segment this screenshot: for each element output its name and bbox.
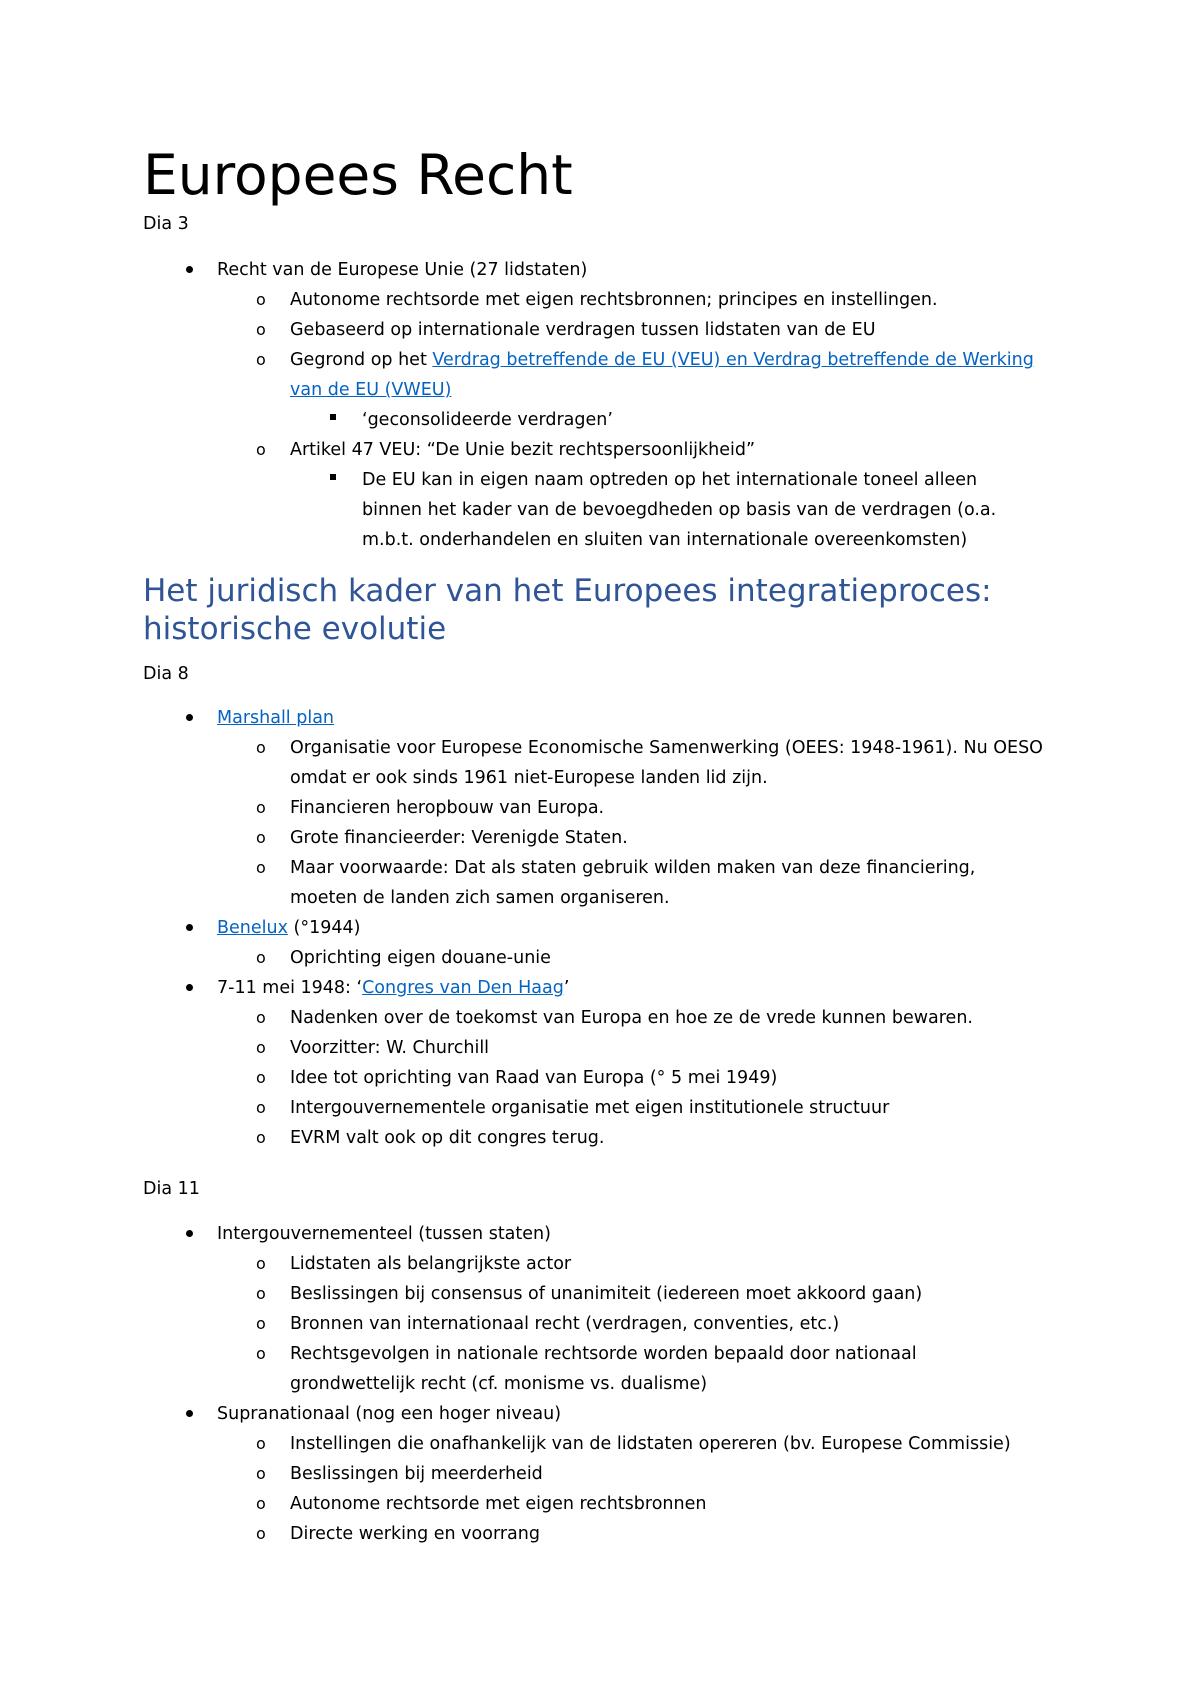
- bullet-dot: [186, 984, 193, 991]
- list-item-text: 7-11 mei 1948: ‘: [217, 978, 363, 998]
- list-item: Directe werking en voorrang: [290, 1524, 540, 1544]
- list-item-continuation: moeten de landen zich samen organiseren.: [290, 888, 670, 908]
- list-item: Maar voorwaarde: Dat als staten gebruik wilden maken van deze financiering,: [290, 858, 976, 878]
- list-item: Lidstaten als belangrijkste actor: [290, 1254, 572, 1274]
- list-item: Beslissingen bij meerderheid: [290, 1464, 543, 1484]
- veu-vweu-link[interactable]: Verdrag betreffende de EU (VEU) en Verdrag betreffende de Werking: [432, 350, 1034, 370]
- bullet-circle: o: [256, 1128, 266, 1147]
- section-heading-line1: Het juridisch kader van het Europees integratieproces:: [143, 573, 992, 609]
- list-item: EVRM valt ook op dit congres terug.: [290, 1128, 605, 1148]
- bullet-circle: o: [256, 1314, 266, 1333]
- bullet-circle: o: [256, 828, 266, 847]
- list-item: Autonome rechtsorde met eigen rechtsbronnen; principes en instellingen.: [290, 290, 938, 310]
- bullet-circle: o: [256, 738, 266, 757]
- dia-label-8: Dia 8: [143, 664, 189, 684]
- list-item-continuation: [290, 375, 451, 405]
- bullet-circle: o: [256, 1344, 266, 1363]
- bullet-circle: o: [256, 1464, 266, 1483]
- bullet-circle: o: [256, 1068, 266, 1087]
- bullet-dot: [186, 1410, 193, 1417]
- list-item: Beslissingen bij consensus of unanimiteit (iedereen moet akkoord gaan): [290, 1284, 923, 1304]
- list-item-continuation: omdat er ook sinds 1961 niet-Europese landen lid zijn.: [290, 768, 768, 788]
- list-item: Supranationaal (nog een hoger niveau): [217, 1404, 562, 1424]
- list-item-text: Gegrond op het: [290, 350, 433, 370]
- section-heading: [143, 572, 1103, 648]
- veu-vweu-link-continued[interactable]: van de EU (VWEU): [290, 380, 452, 400]
- list-item-continuation: binnen het kader van de bevoegdheden op basis van de verdragen (o.a.: [362, 500, 997, 520]
- list-item: Grote financieerder: Verenigde Staten.: [290, 828, 628, 848]
- dia-label-11: Dia 11: [143, 1179, 200, 1199]
- list-item: Gebaseerd op internationale verdragen tussen lidstaten van de EU: [290, 320, 876, 340]
- list-item: Bronnen van internationaal recht (verdragen, conventies, etc.): [290, 1314, 840, 1334]
- list-item: Oprichting eigen douane-unie: [290, 948, 551, 968]
- list-item: ‘geconsolideerde verdragen’: [362, 410, 613, 430]
- list-item: Intergouvernementeel (tussen staten): [217, 1224, 551, 1244]
- bullet-circle: o: [256, 320, 266, 339]
- list-item: Autonome rechtsorde met eigen rechtsbronnen: [290, 1494, 707, 1514]
- marshall-plan-link[interactable]: Marshall plan: [217, 708, 335, 728]
- section-heading-line2: historische evolutie: [143, 611, 447, 647]
- list-item: Rechtsgevolgen in nationale rechtsorde worden bepaald door nationaal: [290, 1344, 917, 1364]
- bullet-circle: o: [256, 858, 266, 877]
- list-item: [217, 973, 569, 1003]
- bullet-circle: o: [256, 440, 266, 459]
- bullet-circle: o: [256, 1284, 266, 1303]
- list-item: Recht van de Europese Unie (27 lidstaten): [217, 260, 588, 280]
- bullet-circle: o: [256, 1494, 266, 1513]
- list-item-text: ’: [563, 978, 570, 998]
- bullet-circle: o: [256, 1008, 266, 1027]
- bullet-circle: o: [256, 948, 266, 967]
- list-item: [217, 703, 334, 733]
- list-item: Instellingen die onafhankelijk van de lidstaten opereren (bv. Europese Commissie): [290, 1434, 1011, 1454]
- list-item: Artikel 47 VEU: “De Unie bezit rechtspersoonlijkheid”: [290, 440, 756, 460]
- bullet-circle: o: [256, 1098, 266, 1117]
- bullet-circle: o: [256, 290, 266, 309]
- list-item: De EU kan in eigen naam optreden op het internationale toneel alleen: [362, 470, 978, 490]
- list-item: Voorzitter: W. Churchill: [290, 1038, 490, 1058]
- bullet-circle: o: [256, 1524, 266, 1543]
- bullet-circle: o: [256, 798, 266, 817]
- list-item: Idee tot oprichting van Raad van Europa (° 5 mei 1949): [290, 1068, 778, 1088]
- list-item: Intergouvernementele organisatie met eigen institutionele structuur: [290, 1098, 890, 1118]
- dia-label-3: Dia 3: [143, 214, 189, 234]
- bullet-circle: o: [256, 1038, 266, 1057]
- list-item-continuation: m.b.t. onderhandelen en sluiten van internationale overeenkomsten): [362, 530, 968, 550]
- page-title: Europees Recht: [143, 143, 573, 207]
- list-item: [217, 913, 360, 943]
- congres-den-haag-link[interactable]: Congres van Den Haag: [362, 978, 564, 998]
- bullet-circle: o: [256, 350, 266, 369]
- list-item: Organisatie voor Europese Economische Samenwerking (OEES: 1948-1961). Nu OESO: [290, 738, 1043, 758]
- bullet-circle: o: [256, 1254, 266, 1273]
- bullet-dot: [186, 714, 193, 721]
- list-item: [290, 345, 1034, 375]
- bullet-square: [330, 414, 336, 420]
- list-item: Financieren heropbouw van Europa.: [290, 798, 605, 818]
- bullet-dot: [186, 266, 193, 273]
- bullet-circle: o: [256, 1434, 266, 1453]
- benelux-link[interactable]: Benelux: [217, 918, 288, 938]
- bullet-dot: [186, 924, 193, 931]
- bullet-square: [330, 474, 336, 480]
- list-item: Nadenken over de toekomst van Europa en hoe ze de vrede kunnen bewaren.: [290, 1008, 973, 1028]
- list-item-continuation: grondwettelijk recht (cf. monisme vs. dualisme): [290, 1374, 708, 1394]
- bullet-dot: [186, 1230, 193, 1237]
- list-item-text: (°1944): [287, 918, 361, 938]
